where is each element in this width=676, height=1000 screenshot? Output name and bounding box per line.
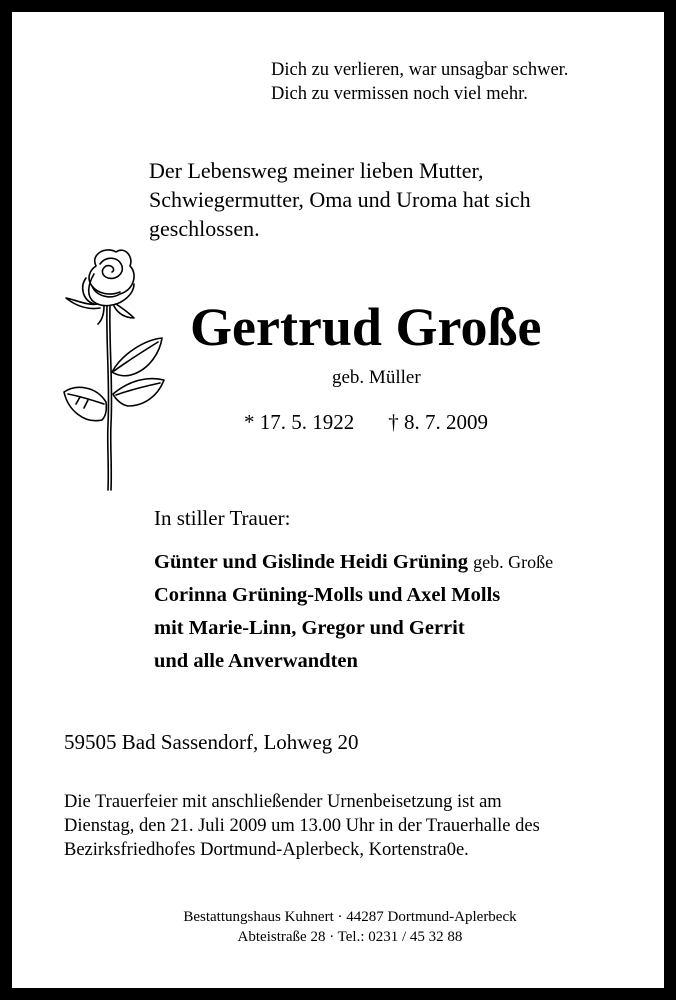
verse — [271, 58, 568, 106]
ceremony-line-2: Dienstag, den 21. Juli 2009 um 13.00 Uhr in der Trauerhalle des — [64, 816, 540, 836]
birth-date: 17. 5. 1922 — [259, 410, 355, 434]
mourner-line: Günter und Gislinde Heidi Grüning geb. Große — [154, 551, 554, 573]
verse-line-2: Dich zu vermissen noch viel mehr. — [271, 84, 528, 104]
death-date: 8. 7. 2009 — [404, 410, 488, 434]
birth-name: geb. Müller — [332, 367, 421, 388]
mourner-birth-name: geb. Große — [473, 552, 554, 572]
ceremony-line-1: Die Trauerfeier mit anschließender Urnenbeisetzung ist am — [64, 792, 502, 812]
verse-line-1: Dich zu verlieren, war unsagbar schwer. — [271, 60, 569, 80]
rose-icon — [58, 244, 170, 494]
mourners-list — [154, 546, 553, 678]
mourner-line: und alle Anverwandten — [154, 650, 358, 672]
mourner-line: Corinna Grüning-Molls und Axel Molls — [154, 584, 501, 606]
ceremony-info — [64, 790, 540, 862]
funeral-home-line-1: Bestattungshaus Kuhnert · 44287 Dortmund-Aplerbeck — [183, 909, 517, 925]
intro-line-2: Schwiegermutter, Oma und Uroma hat sich — [149, 187, 531, 212]
funeral-home-line-2: Abteistraße 28 · Tel.: 0231 / 45 32 88 — [237, 929, 463, 945]
birth-symbol: * — [244, 410, 255, 434]
intro-text — [149, 156, 531, 243]
intro-line-1: Der Lebensweg meiner lieben Mutter, — [149, 158, 484, 183]
life-dates — [244, 410, 488, 435]
death-symbol: † — [388, 410, 399, 434]
ceremony-line-3: Bezirksfriedhofes Dortmund-Aplerbeck, Kortenstra0e. — [64, 840, 469, 860]
deceased-name: Gertrud Große — [190, 297, 542, 357]
funeral-home — [12, 907, 676, 947]
mourning-heading: In stiller Trauer: — [154, 506, 291, 530]
mourner-line: mit Marie-Linn, Gregor und Gerrit — [154, 617, 465, 639]
intro-line-3: geschlossen. — [149, 216, 260, 241]
address: 59505 Bad Sassendorf, Lohweg 20 — [64, 730, 359, 754]
